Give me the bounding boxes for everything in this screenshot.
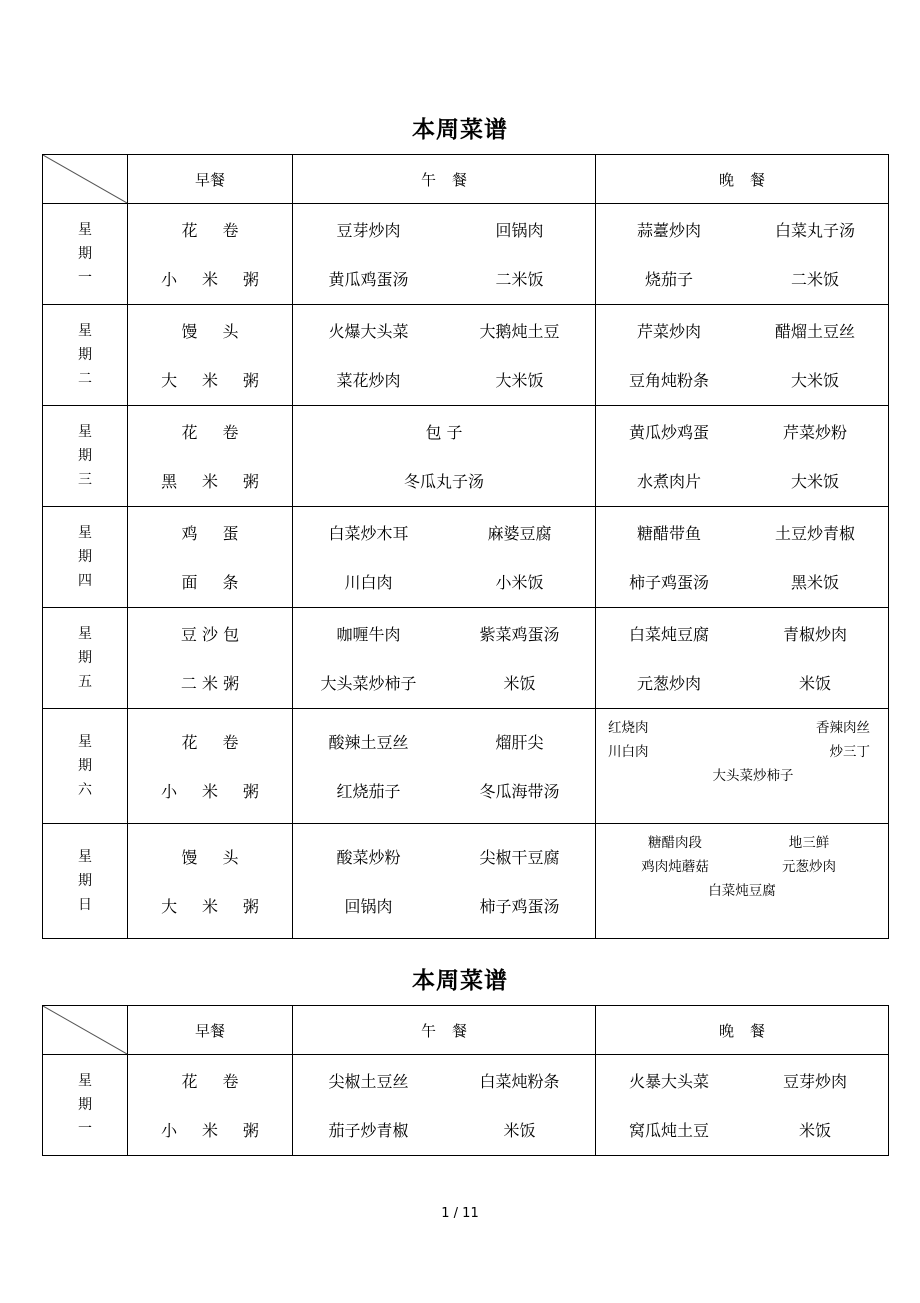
dish: 豆芽炒肉 bbox=[782, 1072, 847, 1091]
dish-line bbox=[128, 420, 292, 443]
lunch-cell bbox=[293, 824, 596, 939]
day-char: 星 bbox=[78, 524, 92, 541]
dish: 红烧肉 bbox=[608, 720, 649, 736]
dish: 醋熘土豆丝 bbox=[774, 322, 855, 341]
dish-line bbox=[128, 779, 292, 802]
dish-line bbox=[128, 1069, 292, 1092]
dish-line bbox=[596, 570, 888, 593]
dish: 芹菜炒肉 bbox=[636, 322, 701, 341]
dish-line bbox=[128, 570, 292, 593]
header-dinner-char-2: 餐 bbox=[750, 1021, 766, 1040]
dish-line bbox=[596, 368, 888, 391]
dish-line bbox=[128, 730, 292, 753]
dish: 黄瓜炒鸡蛋 bbox=[628, 423, 709, 442]
dish-line bbox=[128, 894, 292, 917]
dish-line bbox=[128, 845, 292, 868]
header-lunch-char-2: 餐 bbox=[452, 1021, 468, 1040]
dish-line bbox=[596, 622, 888, 645]
dish: 黄瓜鸡蛋汤 bbox=[328, 270, 409, 289]
menu-table-week-1 bbox=[42, 154, 889, 939]
day-char: 星 bbox=[78, 221, 92, 238]
dish: 尖椒干豆腐 bbox=[479, 848, 560, 867]
dish: 大米饭 bbox=[790, 472, 839, 491]
dish-line bbox=[596, 671, 888, 694]
dish-line bbox=[128, 622, 292, 645]
dish: 黑米饭 bbox=[790, 573, 839, 592]
table-row bbox=[43, 709, 889, 824]
dish: 大米饭 bbox=[790, 371, 839, 390]
table-row bbox=[43, 204, 889, 305]
day-char: 期 bbox=[78, 447, 92, 464]
dish-line bbox=[608, 740, 876, 760]
dish: 红烧茄子 bbox=[336, 782, 401, 801]
table-row bbox=[43, 1055, 889, 1156]
dish: 柿子鸡蛋汤 bbox=[479, 897, 560, 916]
dish: 尖椒土豆丝 bbox=[328, 1072, 409, 1091]
table-row bbox=[43, 824, 889, 939]
dish: 香辣肉丝 bbox=[816, 720, 870, 736]
dish: 白菜炖豆腐 bbox=[708, 883, 776, 899]
dish: 酸菜炒粉 bbox=[336, 848, 401, 867]
header-lunch bbox=[293, 1006, 596, 1055]
dish: 米饭 bbox=[798, 674, 831, 693]
header-dinner-char-1: 晚 bbox=[718, 170, 734, 189]
day-label-cell bbox=[43, 608, 128, 709]
dish-line bbox=[293, 730, 595, 753]
dish-line bbox=[608, 831, 876, 851]
dish-line bbox=[293, 521, 595, 544]
day-char: 三 bbox=[78, 472, 92, 489]
day-char: 期 bbox=[78, 245, 92, 262]
day-char: 期 bbox=[78, 1096, 92, 1113]
header-dinner bbox=[596, 1006, 889, 1055]
table-row bbox=[43, 406, 889, 507]
header-dinner-char-1: 晚 bbox=[718, 1021, 734, 1040]
dish: 包 子 bbox=[425, 423, 463, 442]
day-label-cell bbox=[43, 305, 128, 406]
dish: 白菜炒木耳 bbox=[328, 524, 409, 543]
dinner-cell bbox=[596, 406, 889, 507]
dinner-cell bbox=[596, 305, 889, 406]
day-label-cell bbox=[43, 709, 128, 824]
lunch-cell bbox=[293, 608, 596, 709]
dish-line bbox=[128, 469, 292, 492]
dish: 豆芽炒肉 bbox=[336, 221, 401, 240]
dish: 豆角炖粉条 bbox=[628, 371, 709, 390]
dish: 窝瓜炖土豆 bbox=[628, 1121, 709, 1140]
dish-line bbox=[608, 879, 876, 899]
dish: 花 卷 bbox=[181, 733, 249, 752]
dish: 土豆炒青椒 bbox=[774, 524, 855, 543]
dish: 青椒炒肉 bbox=[782, 625, 847, 644]
dish: 米饭 bbox=[798, 1121, 831, 1140]
day-char: 日 bbox=[78, 897, 92, 914]
dish: 花 卷 bbox=[181, 423, 249, 442]
day-char: 星 bbox=[78, 322, 92, 339]
dish: 冬瓜海带汤 bbox=[479, 782, 560, 801]
day-label-cell bbox=[43, 1055, 128, 1156]
diagonal-divider-icon bbox=[43, 155, 127, 203]
header-dinner bbox=[596, 155, 889, 204]
table-header-row bbox=[43, 155, 889, 204]
lunch-cell bbox=[293, 305, 596, 406]
dish-line bbox=[596, 1118, 888, 1141]
lunch-cell bbox=[293, 406, 596, 507]
dish: 火爆大头菜 bbox=[328, 322, 409, 341]
header-lunch-char-2: 餐 bbox=[452, 170, 468, 189]
dish-line bbox=[293, 845, 595, 868]
dish: 茄子炒青椒 bbox=[328, 1121, 409, 1140]
dish-line bbox=[293, 622, 595, 645]
breakfast-cell bbox=[128, 709, 293, 824]
dish: 鸡 蛋 bbox=[181, 524, 249, 543]
dish-line bbox=[293, 1118, 595, 1141]
dish-line bbox=[608, 716, 876, 736]
menu-table-week-2 bbox=[42, 1005, 889, 1156]
dish-line bbox=[128, 671, 292, 694]
day-char: 星 bbox=[78, 848, 92, 865]
dinner-cell bbox=[596, 824, 889, 939]
dish: 白菜炖豆腐 bbox=[628, 625, 709, 644]
dish: 川白肉 bbox=[344, 573, 393, 592]
dish: 二 米 粥 bbox=[180, 674, 240, 693]
dish: 白菜丸子汤 bbox=[774, 221, 855, 240]
day-char: 一 bbox=[78, 270, 92, 287]
dish: 小 米 粥 bbox=[161, 1121, 269, 1140]
corner-diagonal-cell bbox=[43, 1006, 128, 1055]
dish: 水煮肉片 bbox=[636, 472, 701, 491]
day-label-cell bbox=[43, 507, 128, 608]
dish: 酸辣土豆丝 bbox=[328, 733, 409, 752]
dish: 大头菜炒柿子 bbox=[320, 674, 417, 693]
lunch-cell bbox=[293, 709, 596, 824]
dish-line bbox=[608, 764, 876, 784]
dish: 白菜炖粉条 bbox=[479, 1072, 560, 1091]
table-row bbox=[43, 507, 889, 608]
day-char: 五 bbox=[78, 674, 92, 691]
dish: 馒 头 bbox=[181, 322, 249, 341]
lunch-cell bbox=[293, 204, 596, 305]
header-breakfast: 早餐 bbox=[128, 1006, 293, 1055]
dish-line bbox=[608, 855, 876, 875]
dish-line bbox=[293, 218, 595, 241]
dish: 米饭 bbox=[503, 674, 536, 693]
dinner-cell bbox=[596, 709, 889, 824]
dish: 蒜薹炒肉 bbox=[636, 221, 701, 240]
breakfast-cell bbox=[128, 608, 293, 709]
dish: 咖喱牛肉 bbox=[336, 625, 401, 644]
dish: 回锅肉 bbox=[495, 221, 544, 240]
day-char: 期 bbox=[78, 649, 92, 666]
day-char: 期 bbox=[78, 548, 92, 565]
dish: 小 米 粥 bbox=[161, 782, 269, 801]
breakfast-cell bbox=[128, 507, 293, 608]
dish: 大 米 粥 bbox=[161, 897, 269, 916]
dish: 冬瓜丸子汤 bbox=[403, 472, 484, 491]
table-header-row bbox=[43, 1006, 889, 1055]
dish: 鸡肉炖蘑菇 bbox=[641, 859, 709, 875]
dish: 小米饭 bbox=[495, 573, 544, 592]
dish-line bbox=[596, 218, 888, 241]
breakfast-cell bbox=[128, 204, 293, 305]
dish-line bbox=[596, 319, 888, 342]
dish: 黑 米 粥 bbox=[161, 472, 269, 491]
table-row bbox=[43, 608, 889, 709]
day-char: 星 bbox=[78, 625, 92, 642]
dinner-cell bbox=[596, 507, 889, 608]
header-lunch-char-1: 午 bbox=[420, 1021, 436, 1040]
dish-line bbox=[293, 319, 595, 342]
dish-line bbox=[596, 267, 888, 290]
dish: 二米饭 bbox=[495, 270, 544, 289]
dish: 麻婆豆腐 bbox=[487, 524, 552, 543]
dish: 二米饭 bbox=[790, 270, 839, 289]
dish-line bbox=[596, 469, 888, 492]
day-char: 星 bbox=[78, 1072, 92, 1089]
breakfast-cell bbox=[128, 406, 293, 507]
dish-line bbox=[293, 469, 595, 492]
page-number-footer: 1 / 11 bbox=[441, 1206, 479, 1221]
day-label-cell bbox=[43, 204, 128, 305]
page-title: 本周菜谱 bbox=[412, 116, 508, 143]
dish: 芹菜炒粉 bbox=[782, 423, 847, 442]
breakfast-cell bbox=[128, 1055, 293, 1156]
dish: 馒 头 bbox=[181, 848, 249, 867]
dish: 炒三丁 bbox=[829, 744, 870, 760]
dish-line bbox=[293, 368, 595, 391]
dish: 大 米 粥 bbox=[161, 371, 269, 390]
dinner-cell bbox=[596, 608, 889, 709]
day-label-cell bbox=[43, 406, 128, 507]
day-char: 期 bbox=[78, 757, 92, 774]
header-dinner-char-2: 餐 bbox=[750, 170, 766, 189]
dish: 糖醋带鱼 bbox=[636, 524, 701, 543]
dish-line bbox=[293, 671, 595, 694]
dinner-cell bbox=[596, 204, 889, 305]
dish: 大头菜炒柿子 bbox=[712, 768, 794, 784]
dish: 熘肝尖 bbox=[495, 733, 544, 752]
dish-line bbox=[128, 267, 292, 290]
day-char: 期 bbox=[78, 346, 92, 363]
page-title-2: 本周菜谱 bbox=[412, 967, 508, 994]
dinner-cell bbox=[596, 1055, 889, 1156]
dish: 元葱炒肉 bbox=[636, 674, 701, 693]
breakfast-cell bbox=[128, 305, 293, 406]
dish: 柿子鸡蛋汤 bbox=[628, 573, 709, 592]
dish: 花 卷 bbox=[181, 1072, 249, 1091]
dish: 元葱炒肉 bbox=[782, 859, 836, 875]
dish: 糖醋肉段 bbox=[648, 835, 702, 851]
day-char: 期 bbox=[78, 872, 92, 889]
lunch-cell bbox=[293, 507, 596, 608]
dish-line bbox=[128, 368, 292, 391]
dish-line bbox=[293, 779, 595, 802]
table-row bbox=[43, 305, 889, 406]
dish: 回锅肉 bbox=[344, 897, 393, 916]
dish: 小 米 粥 bbox=[161, 270, 269, 289]
breakfast-cell bbox=[128, 824, 293, 939]
dish-line bbox=[293, 267, 595, 290]
header-breakfast: 早餐 bbox=[128, 155, 293, 204]
dish-line bbox=[293, 894, 595, 917]
dish-line bbox=[596, 521, 888, 544]
dish-line bbox=[596, 1069, 888, 1092]
dish-line bbox=[128, 319, 292, 342]
dish: 川白肉 bbox=[608, 744, 649, 760]
header-lunch-char-1: 午 bbox=[420, 170, 436, 189]
day-char: 星 bbox=[78, 733, 92, 750]
dish: 豆 沙 包 bbox=[180, 625, 240, 644]
dish: 地三鲜 bbox=[788, 835, 830, 851]
dish-line bbox=[596, 420, 888, 443]
lunch-cell bbox=[293, 1055, 596, 1156]
day-char: 一 bbox=[78, 1121, 92, 1138]
day-char: 二 bbox=[78, 371, 92, 388]
dish-line bbox=[293, 570, 595, 593]
dish-line bbox=[128, 1118, 292, 1141]
dish: 大鹅炖土豆 bbox=[479, 322, 560, 341]
dish: 花 卷 bbox=[181, 221, 249, 240]
dish: 大米饭 bbox=[495, 371, 544, 390]
dish: 火暴大头菜 bbox=[628, 1072, 709, 1091]
dish: 菜花炒肉 bbox=[336, 371, 401, 390]
dish: 紫菜鸡蛋汤 bbox=[479, 625, 560, 644]
dish-line bbox=[293, 420, 595, 443]
dish: 面 条 bbox=[181, 573, 249, 592]
day-char: 四 bbox=[78, 573, 92, 590]
dish: 米饭 bbox=[503, 1121, 536, 1140]
day-char: 星 bbox=[78, 423, 92, 440]
dish-line bbox=[293, 1069, 595, 1092]
dish-line bbox=[128, 218, 292, 241]
header-lunch bbox=[293, 155, 596, 204]
diagonal-divider-icon bbox=[43, 1006, 127, 1054]
dish-line bbox=[128, 521, 292, 544]
day-char: 六 bbox=[78, 782, 92, 799]
corner-diagonal-cell bbox=[43, 155, 128, 204]
day-label-cell bbox=[43, 824, 128, 939]
dish: 烧茄子 bbox=[644, 270, 693, 289]
